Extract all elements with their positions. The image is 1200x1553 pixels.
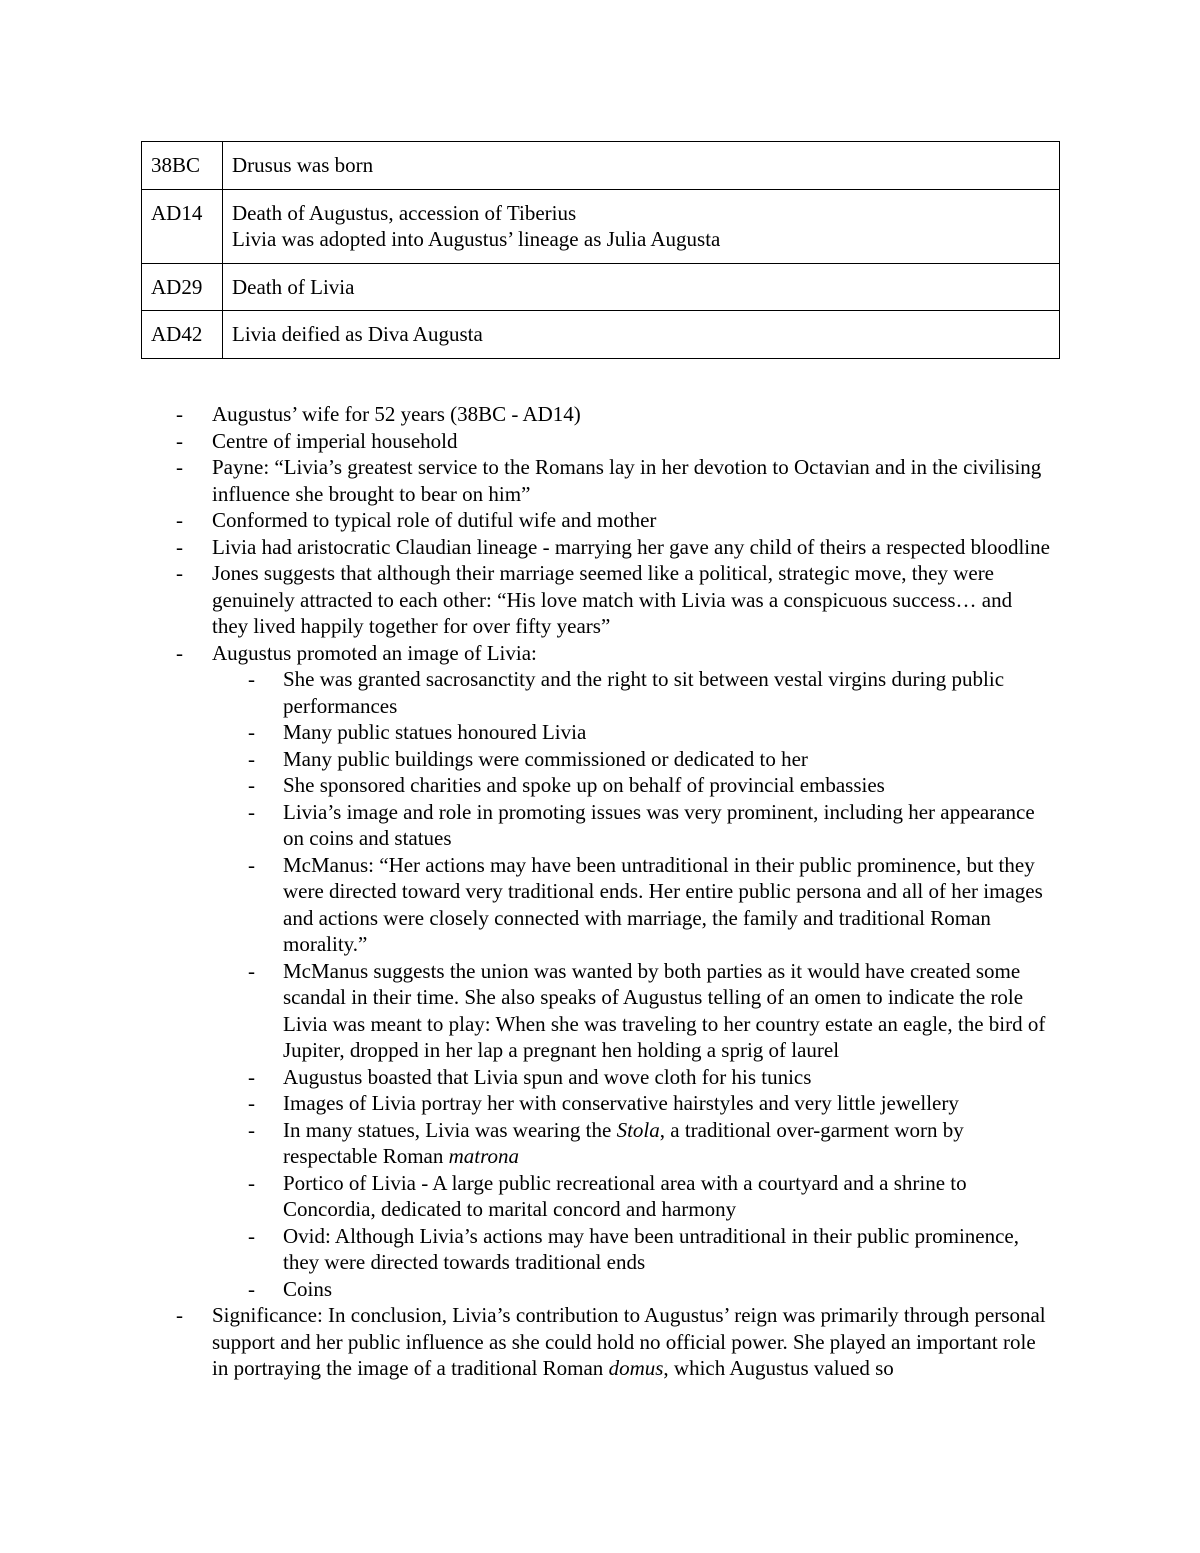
sub-list-item-text: McManus: “Her actions may have been untraditional in their public prominence, but they were directed toward very traditional ends. Her entire public persona and all of her images and actions were closely connected with marriage, the family and traditional Roman morality.” xyxy=(283,852,1043,956)
italic-term-matrona: matrona xyxy=(448,1144,520,1168)
event-cell xyxy=(223,189,1060,263)
bullet-dash: - xyxy=(176,1303,183,1327)
bullet-dash: - xyxy=(248,1276,255,1301)
sub-bullet-list xyxy=(212,666,1050,1302)
bullet-dash: - xyxy=(176,561,183,585)
list-item xyxy=(0,428,1200,455)
bullet-dash: - xyxy=(176,455,183,479)
bullet-dash: - xyxy=(248,1170,255,1195)
date-cell: AD29 xyxy=(142,263,223,311)
bullet-dash: - xyxy=(248,720,255,744)
list-item-text: Jones suggests that although their marriage seemed like a political, strategic move, they were genuinely attracted to each other: “His love match with Livia was a conspicuous success… and they lived happily together for over fifty years” xyxy=(212,561,1013,638)
bullet-dash: - xyxy=(176,640,183,665)
sub-list-item-text: Livia’s image and role in promoting issues was very prominent, including her appearance on coins and statues xyxy=(283,799,1035,850)
sub-list-item-text: Augustus boasted that Livia spun and wove cloth for his tunics xyxy=(283,1064,812,1089)
bullet-list xyxy=(0,401,1200,1382)
table-row xyxy=(142,142,1060,190)
sub-list-item-text: Many public statues honoured Livia xyxy=(283,720,587,744)
bullet-dash: - xyxy=(248,1064,255,1089)
event-text: Death of Livia xyxy=(232,274,355,299)
text-run: Significance: In conclusion, Livia’s contribution to Augustus’ reign was primarily through personal support and her public influence as she could hold no official power. She played an important role in portraying the image of a traditional Roman xyxy=(212,1303,1046,1380)
text-run: , a traditional over-garment worn by respectable Roman xyxy=(283,1117,964,1168)
event-text: Drusus was born xyxy=(232,153,374,177)
bullet-dash: - xyxy=(248,773,255,797)
date-cell: AD42 xyxy=(142,311,223,359)
list-item-text: Payne: “Livia’s greatest service to the Romans lay in her devotion to Octavian and in the civilising influence she brought to bear on him” xyxy=(212,455,1042,506)
sub-list-item xyxy=(0,799,1050,852)
table-row xyxy=(142,189,1060,263)
sub-list-item xyxy=(0,1064,1050,1091)
notes-section xyxy=(0,401,1200,1382)
sub-list-item xyxy=(0,1276,1050,1303)
bullet-dash: - xyxy=(248,1223,255,1248)
list-item xyxy=(0,640,1200,1303)
date-cell: 38BC xyxy=(142,142,223,190)
text-run: , which Augustus valued so xyxy=(663,1356,894,1380)
text-run: In many statues, Livia was wearing the xyxy=(283,1117,617,1142)
table-row xyxy=(142,311,1060,359)
sub-list-item-text: Images of Livia portray her with conservative hairstyles and very little jewellery xyxy=(283,1091,959,1115)
bullet-dash: - xyxy=(176,508,183,532)
bullet-dash: - xyxy=(248,852,255,877)
bullet-dash: - xyxy=(248,799,255,824)
table-row xyxy=(142,263,1060,311)
italic-term-stola: Stola xyxy=(616,1117,660,1142)
sub-list-item xyxy=(0,958,1050,1064)
list-item-text: Conformed to typical role of dutiful wife and mother xyxy=(212,508,657,532)
sub-list-item xyxy=(0,772,1050,799)
sub-list-item-text: She sponsored charities and spoke up on behalf of provincial embassies xyxy=(283,773,885,797)
list-item-text: Augustus’ wife for 52 years (38BC - AD14) xyxy=(212,402,581,426)
sub-list-item xyxy=(0,852,1050,958)
sub-list-item-text: Ovid: Although Livia’s actions may have been untraditional in their public prominence, they were directed towards traditional ends xyxy=(283,1223,1019,1274)
list-item xyxy=(0,507,1200,534)
event-cell xyxy=(223,142,1060,190)
bullet-dash: - xyxy=(248,746,255,771)
bullet-dash: - xyxy=(248,958,255,983)
date-cell: AD14 xyxy=(142,189,223,263)
bullet-dash: - xyxy=(248,1117,255,1142)
sub-list-item-text: Many public buildings were commissioned or dedicated to her xyxy=(283,746,808,771)
list-item xyxy=(0,454,1200,507)
list-item-text: Livia had aristocratic Claudian lineage - marrying her gave any child of theirs a respected bloodline xyxy=(212,534,1050,559)
timeline-table xyxy=(141,141,1060,359)
sub-list-item xyxy=(0,666,1050,719)
list-item-text: Centre of imperial household xyxy=(212,428,458,453)
list-item-text: Augustus promoted an image of Livia: xyxy=(212,640,537,665)
sub-list-item xyxy=(0,1223,1050,1276)
bullet-dash: - xyxy=(176,402,183,426)
bullet-dash: - xyxy=(176,428,183,453)
bullet-dash: - xyxy=(176,534,183,559)
bullet-dash: - xyxy=(248,667,255,691)
list-item xyxy=(0,401,1200,428)
sub-list-item xyxy=(0,746,1050,773)
list-item xyxy=(0,534,1200,561)
event-text: Livia deified as Diva Augusta xyxy=(232,322,483,346)
sub-list-item xyxy=(0,719,1050,746)
sub-list-item xyxy=(0,1117,1050,1170)
event-text: Livia was adopted into Augustus’ lineage as Julia Augusta xyxy=(232,227,721,251)
event-text: Death of Augustus, accession of Tiberius xyxy=(232,200,577,225)
list-item-text xyxy=(212,1302,1052,1382)
bullet-dash: - xyxy=(248,1091,255,1115)
sub-list-item-text xyxy=(283,1117,1053,1170)
list-item xyxy=(0,1302,1200,1382)
list-item xyxy=(0,560,1200,640)
sub-list-item-text: She was granted sacrosanctity and the right to sit between vestal virgins during public performances xyxy=(283,667,1005,718)
sub-list-item xyxy=(0,1170,1050,1223)
sub-list-item-text: McManus suggests the union was wanted by both parties as it would have created some scandal in their time. She also speaks of Augustus telling of an omen to indicate the role Livia was meant to play: When she was traveling to her country estate an eagle, the bird of Jupiter, dropped in her lap a pregnant hen holding a sprig of laurel xyxy=(283,958,1046,1062)
sub-list-item xyxy=(0,1090,1050,1117)
sub-list-item-text: Coins xyxy=(283,1276,333,1301)
event-cell xyxy=(223,311,1060,359)
italic-term-domus: domus xyxy=(608,1356,664,1380)
sub-list-item-text: Portico of Livia - A large public recreational area with a courtyard and a shrine to Concordia, dedicated to marital concord and harmony xyxy=(283,1170,967,1221)
event-cell xyxy=(223,263,1060,311)
